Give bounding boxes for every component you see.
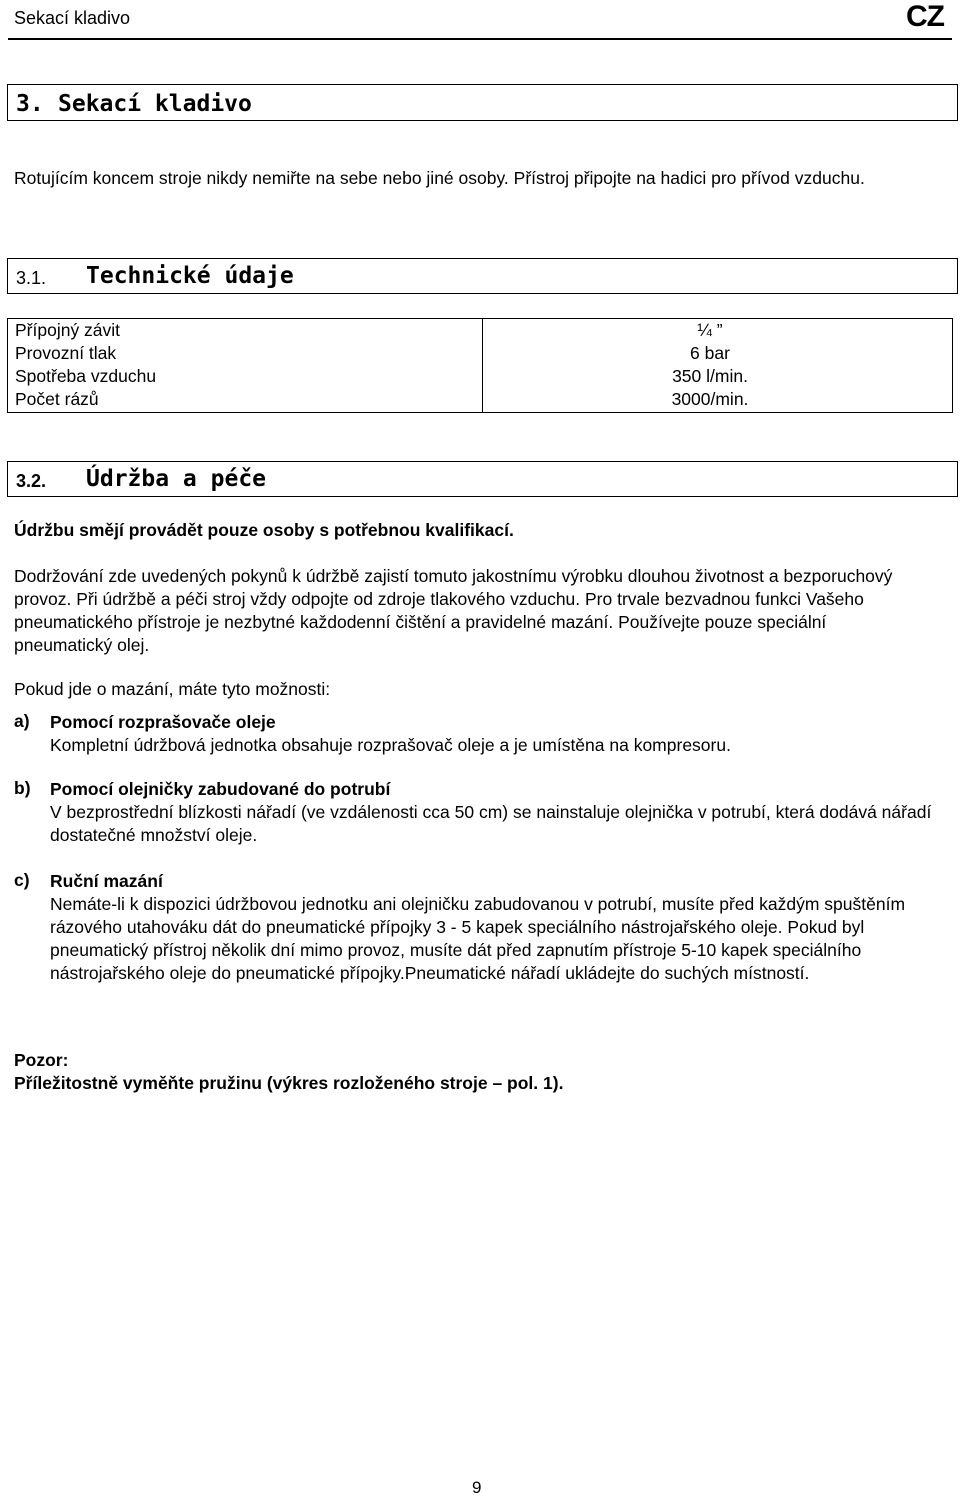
technical-data-table	[7, 318, 953, 413]
list-item	[0, 711, 960, 771]
spec-label: Provozní tlak	[15, 343, 117, 363]
section-title: Sekací kladivo	[58, 91, 252, 117]
item-text: V bezprostřední blízkosti nářadí (ve vzdálenosti cca 50 cm) se nainstaluje olejnička v potrubí, která dodává nářadí dostatečné množství oleje.	[50, 802, 932, 845]
section-3-2-heading	[7, 461, 958, 497]
section-number: 3.1.	[16, 268, 47, 288]
spec-value: ¼ ”	[697, 320, 723, 340]
item-letter: a)	[14, 711, 30, 731]
item-letter: b)	[14, 778, 31, 798]
item-text: Nemáte-li k dispozici údržbovou jednotku ani olejničku zabudovanou v potrubí, musíte před každým spuštěním rázového utahováku dát do pneumatické přípojky 3 - 5 kapek speciálního nástrojařského oleje. Pokud byl pneumatický přístroj několik dní mimo provoz, musíte dát před zapnutím přístroje 5-10 kapek speciálního nástrojařského oleje do pneumatické přípojky.Pneumatické nářadí ukládejte do suchých místností.	[50, 894, 906, 983]
table-row	[15, 388, 945, 411]
spec-label: Přípojný závit	[15, 320, 121, 340]
section-title: Údržba a péče	[86, 466, 267, 492]
section-title: Technické údaje	[86, 263, 294, 289]
language-code: CZ	[906, 0, 944, 33]
item-letter: c)	[14, 870, 30, 890]
item-title: Pomocí rozprašovače oleje	[50, 712, 276, 732]
section-3-heading	[7, 84, 958, 121]
qualification-note: Údržbu smějí provádět pouze osoby s potřebnou kvalifikací.	[14, 520, 514, 540]
maintenance-paragraph: Dodržování zde uvedených pokynů k údržbě zajistí tomuto jakostnímu výrobku dlouhou životnost a bezporuchový provoz. Při údržbě a péči stroj vždy odpojte od zdroje tlakového vzduchu. Pro trvale bezvadnou funkci Vašeho pneumatického přístroje je nezbytné každodenní čištění a pravidelné mazání. Používejte pouze speciální pneumatický olej.	[14, 566, 893, 655]
item-title: Pomocí olejničky zabudované do potrubí	[50, 779, 391, 799]
header-title: Sekací kladivo	[14, 8, 131, 28]
section-number: 3.2.	[16, 471, 47, 491]
section-3-1-heading	[7, 258, 958, 294]
spec-value: 350 l/min.	[672, 366, 748, 386]
warning-text: Příležitostně vyměňte pružinu (výkres rozloženého stroje – pol. 1).	[14, 1073, 564, 1093]
table-row	[15, 319, 945, 342]
table-row	[15, 342, 945, 365]
table-row	[15, 365, 945, 388]
spec-label: Počet rázů	[15, 389, 99, 409]
warning-label: Pozor:	[14, 1050, 69, 1070]
spec-value: 6 bar	[690, 343, 730, 363]
spec-value: 3000/min.	[671, 389, 749, 409]
list-item	[0, 870, 960, 1010]
intro-paragraph: Rotujícím koncem stroje nikdy nemiřte na sebe nebo jiné osoby. Přístroj připojte na hadici pro přívod vzduchu.	[14, 168, 865, 188]
item-text: Kompletní údržbová jednotka obsahuje rozprašovač oleje a je umístěna na kompresoru.	[50, 735, 731, 755]
section-number: 3.	[16, 91, 44, 117]
page-number: 9	[472, 1478, 482, 1497]
spec-label: Spotřeba vzduchu	[15, 366, 157, 386]
list-item	[0, 778, 960, 858]
lubrication-options-intro: Pokud jde o mazání, máte tyto možnosti:	[14, 679, 331, 699]
item-title: Ruční mazání	[50, 871, 163, 891]
header-divider	[8, 38, 952, 40]
